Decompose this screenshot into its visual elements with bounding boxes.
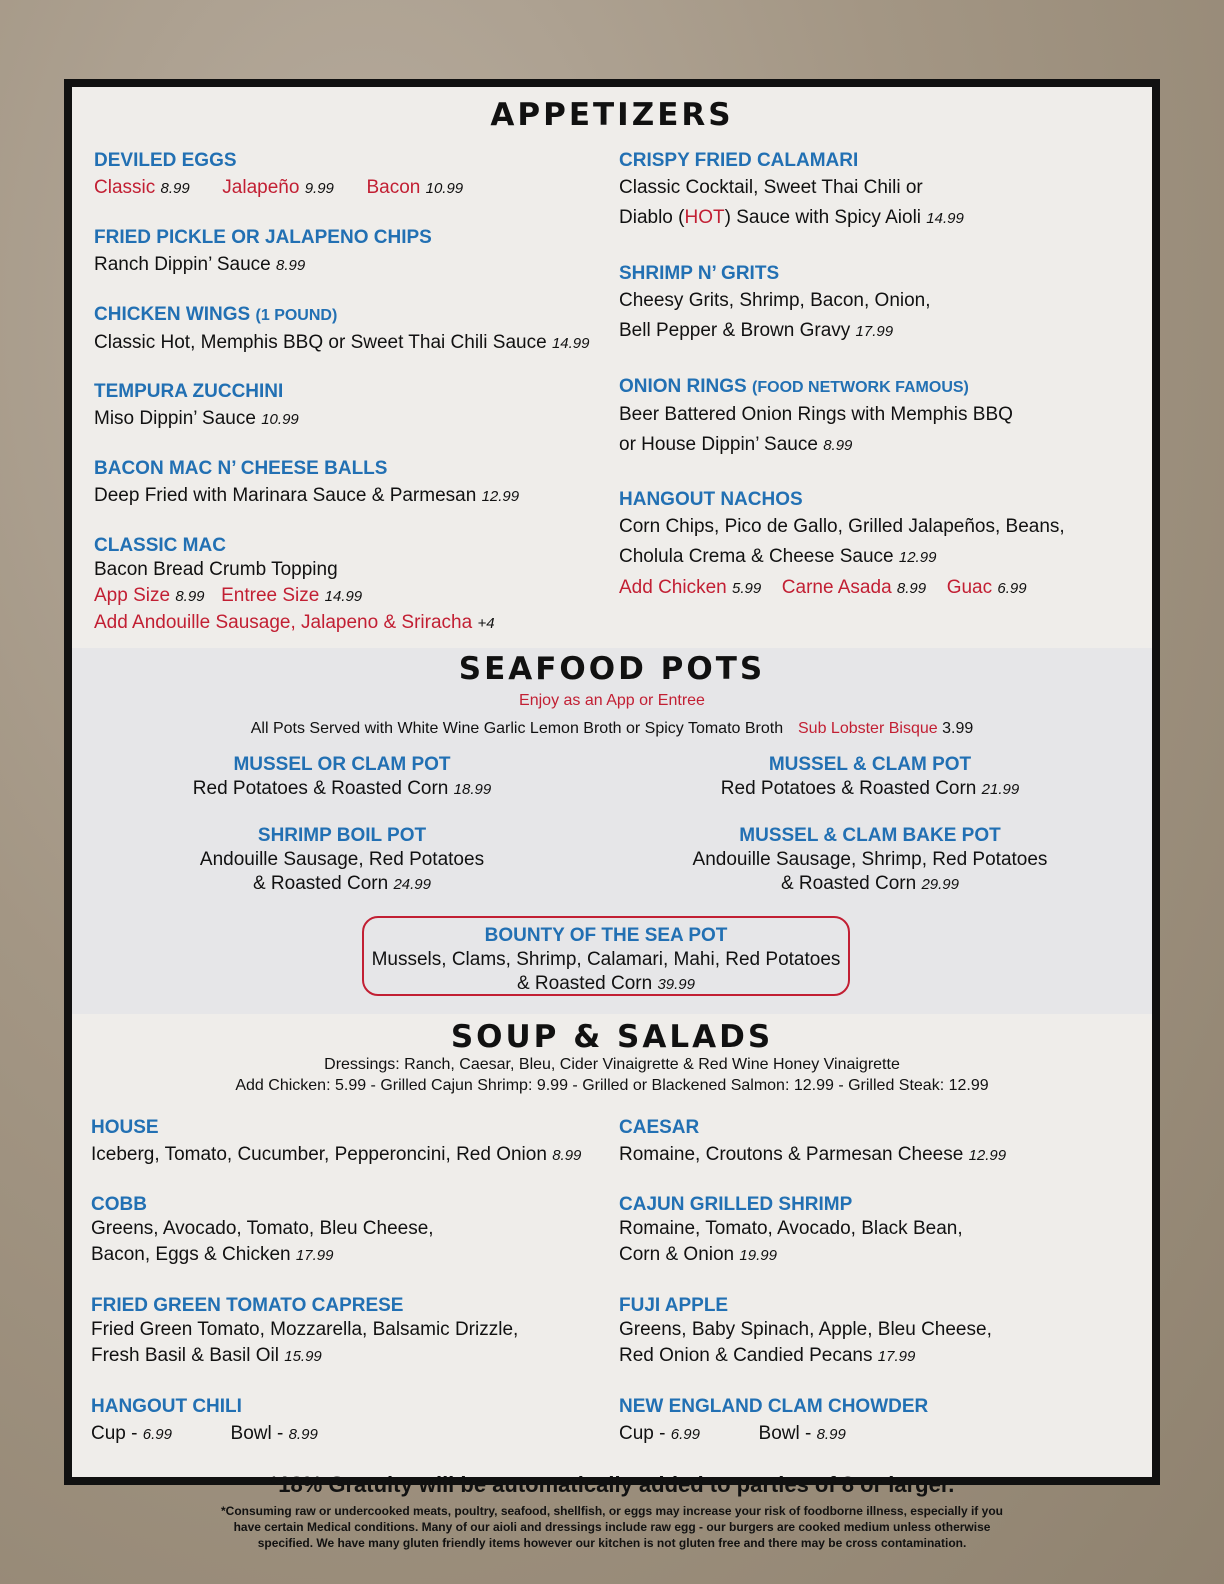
item-name: MUSSEL & CLAM BAKE POT — [739, 825, 1001, 846]
item-desc: Cholula Crema & Cheese Sauce — [619, 546, 894, 567]
item-desc: Classic Hot, Memphis BBQ or Sweet Thai Chili Sauce — [94, 332, 547, 353]
appetizers-title: APPETIZERS — [490, 97, 734, 133]
item-subname: (1 POUND) — [255, 307, 338, 324]
warning-line: *Consuming raw or undercooked meats, poultry, seafood, shellfish, or eggs may increase your risk of foodborne illness, especially if you — [221, 1504, 1003, 1518]
item-desc: Ranch Dippin’ Sauce — [94, 254, 271, 275]
broth-note: All Pots Served with White Wine Garlic Lemon Broth or Spicy Tomato Broth — [250, 720, 784, 737]
item-name: SHRIMP N’ GRITS — [619, 263, 780, 284]
item-desc: Iceberg, Tomato, Cucumber, Pepperoncini, Red Onion — [91, 1144, 547, 1165]
price: 8.99 — [896, 580, 927, 597]
price: 3.99 — [942, 720, 974, 737]
item-name: CRISPY FRIED CALAMARI — [619, 150, 859, 171]
addon-label: Carne Asada — [781, 577, 892, 598]
menu-item-mac-balls — [94, 457, 519, 512]
item-name: BACON MAC N’ CHEESE BALLS — [94, 458, 388, 479]
pot-shrimp-boil — [112, 824, 572, 897]
pot-bounty-of-the-sea — [362, 916, 850, 996]
menu-item-chili — [91, 1395, 318, 1450]
price: 10.99 — [425, 180, 464, 197]
price: 14.99 — [926, 210, 964, 227]
item-name: MUSSEL & CLAM POT — [768, 754, 972, 775]
bowl-label: Bowl - — [230, 1423, 284, 1444]
item-desc: & Roasted Corn — [252, 873, 389, 894]
menu-panel — [72, 87, 1152, 1477]
item-name: FRIED GREEN TOMATO CAPRESE — [91, 1295, 404, 1316]
dressings-note: Dressings: Ranch, Caesar, Bleu, Cider Vinaigrette & Red Wine Honey Vinaigrette — [324, 1056, 900, 1073]
price: 15.99 — [284, 1348, 322, 1365]
warning-line: have certain Medical conditions. Many of our aioli and dressings include raw egg - our burgers are cooked medium unless otherwise — [233, 1520, 991, 1534]
menu-item-calamari — [619, 149, 964, 234]
price: 5.99 — [732, 580, 762, 597]
item-desc: Deep Fried with Marinara Sauce & Parmesan — [94, 485, 477, 506]
item-desc: Greens, Avocado, Tomato, Bleu Cheese, — [91, 1218, 434, 1239]
item-desc: Romaine, Croutons & Parmesan Cheese — [619, 1144, 964, 1165]
item-name: COBB — [91, 1194, 147, 1215]
menu-item-zucchini — [94, 380, 299, 435]
item-name: ONION RINGS — [619, 376, 747, 397]
menu-frame — [64, 79, 1160, 1485]
menu-item-clam-chowder — [619, 1395, 928, 1450]
item-name: SHRIMP BOIL POT — [257, 825, 427, 846]
price: 17.99 — [295, 1247, 334, 1264]
menu-item-pickle-chips — [94, 226, 432, 281]
item-name: BOUNTY OF THE SEA POT — [484, 925, 728, 946]
item-desc: Bacon, Eggs & Chicken — [91, 1244, 291, 1265]
option-label: Classic — [94, 177, 156, 198]
seafood-note — [72, 720, 1152, 738]
price: 6.99 — [670, 1426, 700, 1443]
price: 17.99 — [855, 323, 894, 340]
item-name: FUJI APPLE — [619, 1295, 729, 1316]
item-name: HANGOUT NACHOS — [619, 489, 803, 510]
option-label: Entree Size — [221, 585, 320, 606]
item-name: MUSSEL OR CLAM POT — [233, 754, 451, 775]
item-desc: Fried Green Tomato, Mozzarella, Balsamic Drizzle, — [91, 1319, 519, 1340]
price: 6.99 — [997, 580, 1027, 597]
price: 14.99 — [324, 588, 363, 605]
item-name: CHICKEN WINGS — [94, 304, 251, 325]
option-label: App Size — [94, 585, 171, 606]
item-desc: Romaine, Tomato, Avocado, Black Bean, — [619, 1218, 963, 1239]
price: 8.99 — [276, 257, 306, 274]
item-desc: Beer Battered Onion Rings with Memphis BBQ — [619, 404, 1013, 425]
item-desc: Red Potatoes & Roasted Corn — [720, 778, 977, 799]
item-desc: Andouille Sausage, Red Potatoes — [199, 849, 485, 870]
option-label: Bacon — [366, 177, 421, 198]
menu-item-caesar — [619, 1116, 1006, 1171]
item-name: CLASSIC MAC — [94, 535, 226, 556]
price: 19.99 — [739, 1247, 777, 1264]
item-subname: (FOOD NETWORK FAMOUS) — [752, 379, 969, 396]
item-name: HANGOUT CHILI — [91, 1396, 242, 1417]
price: 14.99 — [551, 335, 590, 352]
price: 24.99 — [393, 876, 431, 893]
addon-label: Guac — [946, 577, 993, 598]
menu-item-deviled-eggs — [94, 149, 463, 204]
menu-item-shrimp-grits — [619, 262, 931, 347]
item-name: TEMPURA ZUCCHINI — [94, 381, 284, 402]
price: 21.99 — [981, 781, 1020, 798]
menu-item-onion-rings — [619, 375, 1013, 461]
price: 8.99 — [823, 437, 853, 454]
item-desc: Classic Cocktail, Sweet Thai Chili or — [619, 177, 923, 198]
item-name: NEW ENGLAND CLAM CHOWDER — [619, 1396, 929, 1417]
price: 29.99 — [921, 876, 959, 893]
seafood-title: SEAFOOD POTS — [458, 651, 766, 687]
item-name: HOUSE — [91, 1117, 159, 1138]
menu-item-house — [91, 1116, 581, 1171]
item-name: CAESAR — [619, 1117, 700, 1138]
price: 9.99 — [304, 180, 334, 197]
salad-addons-note: Add Chicken: 5.99 - Grilled Cajun Shrimp: 9.99 - Grilled or Blackened Salmon: 12.99 - Grilled Steak: 12.99 — [235, 1077, 989, 1094]
item-desc: & Roasted Corn — [780, 873, 917, 894]
price: 8.99 — [552, 1147, 582, 1164]
health-warning — [0, 1503, 1224, 1551]
item-name: DEVILED EGGS — [94, 150, 237, 171]
price: +4 — [477, 615, 495, 632]
item-name: FRIED PICKLE OR JALAPENO CHIPS — [94, 227, 432, 248]
menu-item-cajun-shrimp — [619, 1193, 963, 1268]
item-desc: Fresh Basil & Basil Oil — [91, 1345, 279, 1366]
gratuity-note: *18% Gratuity will be automatically added to parties of 8 or larger. — [269, 1472, 955, 1497]
addon-label: Add Chicken — [619, 577, 727, 598]
item-desc: Miso Dippin’ Sauce — [94, 408, 256, 429]
price: 8.99 — [175, 588, 205, 605]
cup-label: Cup - — [91, 1423, 138, 1444]
price: 12.99 — [968, 1147, 1007, 1164]
pot-mussel-or-clam — [112, 753, 572, 802]
option-label: Jalapeño — [222, 177, 300, 198]
bowl-label: Bowl - — [758, 1423, 812, 1444]
price: 8.99 — [816, 1426, 846, 1443]
price: 18.99 — [453, 781, 492, 798]
pot-mussel-and-clam — [640, 753, 1100, 802]
price: 8.99 — [160, 180, 190, 197]
item-desc: Diablo ( — [619, 207, 685, 228]
item-desc: or House Dippin’ Sauce — [619, 434, 818, 455]
price: 17.99 — [877, 1348, 916, 1365]
item-desc: & Roasted Corn — [516, 973, 653, 994]
salads-title: SOUP & SALADS — [450, 1019, 774, 1055]
item-desc: Red Onion & Candied Pecans — [619, 1345, 873, 1366]
menu-item-nachos — [619, 488, 1065, 604]
price: 12.99 — [481, 488, 520, 505]
warning-line: specified. We have many gluten friendly items however our kitchen is not gluten free and there may be cross contamination. — [257, 1536, 967, 1550]
seafood-subtitle: Enjoy as an App or Entree — [519, 692, 705, 709]
menu-item-classic-mac — [94, 534, 495, 636]
item-desc: Mussels, Clams, Shrimp, Calamari, Mahi, Red Potatoes — [371, 949, 841, 970]
menu-item-caprese — [91, 1294, 518, 1369]
menu-item-cobb — [91, 1193, 434, 1268]
item-desc: Bacon Bread Crumb Topping — [94, 559, 338, 580]
sub-label: Sub Lobster Bisque — [798, 720, 938, 737]
price: 8.99 — [288, 1426, 318, 1443]
menu-item-fuji-apple — [619, 1294, 992, 1369]
item-desc: Andouille Sausage, Shrimp, Red Potatoes — [692, 849, 1048, 870]
price: 10.99 — [261, 411, 299, 428]
item-desc: Corn & Onion — [619, 1244, 735, 1265]
addon-label: Add Andouille Sausage, Jalapeno & Sriracha — [94, 612, 473, 633]
item-desc: Greens, Baby Spinach, Apple, Bleu Cheese, — [619, 1319, 992, 1340]
cup-label: Cup - — [619, 1423, 666, 1444]
price: 12.99 — [898, 549, 937, 566]
item-desc: Corn Chips, Pico de Gallo, Grilled Jalapeños, Beans, — [619, 516, 1065, 537]
price: 6.99 — [142, 1426, 172, 1443]
menu-item-wings — [94, 303, 589, 359]
item-desc: Red Potatoes & Roasted Corn — [192, 778, 449, 799]
item-desc: Cheesy Grits, Shrimp, Bacon, Onion, — [619, 290, 931, 311]
item-desc: ) Sauce with Spicy Aioli — [724, 207, 922, 228]
pot-clam-bake — [640, 824, 1100, 897]
price: 39.99 — [657, 976, 695, 993]
item-desc: Bell Pepper & Brown Gravy — [619, 320, 851, 341]
hot-label: HOT — [684, 207, 725, 228]
item-name: CAJUN GRILLED SHRIMP — [619, 1194, 853, 1215]
